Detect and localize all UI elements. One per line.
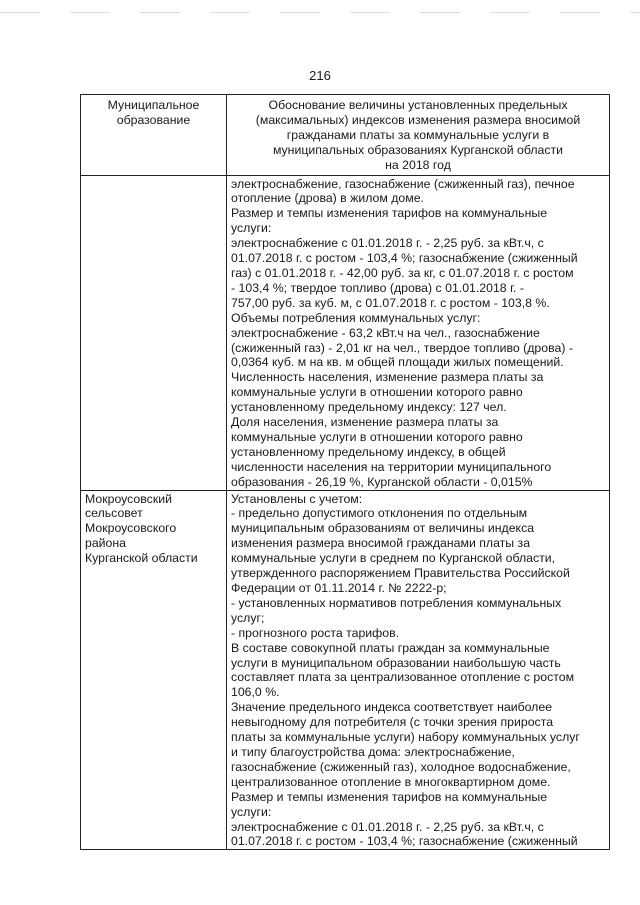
- header-municipality-cell: [81, 95, 227, 176]
- text-line: электроснабжение - 63,2 кВт.ч на чел., газоснабжение: [231, 325, 540, 340]
- text-line: коммунальные услуги в среднем по Курганской области,: [231, 551, 556, 566]
- header-justification-line: (максимальных) индексов изменения размера вносимой: [255, 112, 581, 127]
- text-line: централизованное отопление в многоквартирном доме.: [231, 774, 551, 789]
- text-line: Размер и темпы изменения тарифов на коммунальные: [231, 206, 548, 221]
- text-line: платы за коммунальные услуги) набору коммунальных услуг: [231, 730, 580, 745]
- text-line: В составе совокупной платы граждан за коммунальные: [231, 640, 550, 655]
- header-justification-line: гражданами платы за коммунальные услуги в: [286, 127, 550, 142]
- table-row: [81, 490, 610, 850]
- table-row: [81, 175, 610, 490]
- text-line: коммунальные услуги в отношении которого равно: [231, 385, 523, 400]
- text-line: отопление (дрова) в жилом доме.: [231, 191, 424, 206]
- text-line: Объемы потребления коммунальных услуг:: [231, 310, 481, 325]
- scan-edge-artifact: [0, 12, 640, 13]
- text-line: утвержденного распоряжением Правительства Российской: [231, 566, 570, 581]
- municipality-cell: [81, 175, 227, 490]
- text-line: газоснабжение (сжиженный газ), холодное водоснабжение,: [231, 759, 571, 774]
- text-line: 106,0 %.: [231, 685, 280, 700]
- text-line: услуги:: [231, 804, 272, 819]
- text-line: услуги в муниципальном образовании наибольшую часть: [231, 655, 561, 670]
- municipality-cell: [81, 490, 227, 850]
- municipality-line: района: [85, 536, 127, 551]
- text-line: численности населения на территории муниципального: [231, 459, 552, 474]
- text-line: газ) с 01.01.2018 г. - 42,00 руб. за кг, с 01.07.2018 г. с ростом: [231, 265, 574, 280]
- text-line: - предельно допустимого отклонения по отдельным: [231, 506, 528, 521]
- text-line: - прогнозного роста тарифов.: [231, 625, 400, 640]
- justification-cell: [227, 175, 610, 490]
- justification-cell: [227, 490, 610, 850]
- text-line: - установленных нормативов потребления коммунальных: [231, 595, 562, 610]
- header-justification-line: муниципальных образованиях Курганской области: [272, 142, 564, 157]
- text-line: - 103,4 %; твердое топливо (дрова) с 01.01.2018 г. -: [231, 280, 524, 295]
- header-municipality-line: образование: [116, 112, 191, 127]
- table-header-row: [81, 95, 610, 176]
- text-line: Значение предельного индекса соответствует наиболее: [231, 700, 553, 715]
- header-justification-cell: [227, 95, 610, 176]
- text-line: Установлены с учетом:: [231, 491, 363, 506]
- text-line: электроснабжение с 01.01.2018 г. - 2,25 руб. за кВт.ч, с: [231, 819, 544, 834]
- text-line: невыгодному для потребителя (с точки зрения прироста: [231, 715, 554, 730]
- text-line: и типу благоустройства дома: электроснабжение,: [231, 744, 515, 759]
- text-line: установленному предельному индексу, в общей: [231, 444, 506, 459]
- text-line: Федерации от 01.11.2014 г. № 2222-р;: [231, 581, 447, 595]
- text-line: услуги:: [231, 221, 272, 236]
- text-line: составляет плата за централизованное отопление с ростом: [231, 670, 575, 685]
- text-line: услуг;: [231, 610, 265, 625]
- text-line: изменения размера вносимой гражданами платы за: [231, 536, 531, 551]
- municipality-line: Курганской области: [85, 551, 198, 566]
- header-justification-line: на 2018 год: [385, 157, 451, 172]
- municipality-line: сельсовет: [85, 506, 143, 521]
- text-line: электроснабжение, газоснабжение (сжиженный газ), печное: [231, 176, 575, 191]
- municipality-line: Мокроусовский: [85, 491, 172, 506]
- text-line: коммунальные услуги в отношении которого равно: [231, 429, 523, 444]
- text-line: 0,0364 куб. м на кв. м общей площади жилых помещений.: [231, 355, 564, 370]
- page-number: 216: [309, 68, 331, 83]
- text-line: Размер и темпы изменения тарифов на коммунальные: [231, 789, 548, 804]
- text-line: электроснабжение с 01.01.2018 г. - 2,25 руб. за кВт.ч, с: [231, 236, 544, 251]
- header-justification-line: Обоснование величины установленных предельных: [268, 98, 568, 112]
- text-line: 757,00 руб. за куб. м, с 01.07.2018 г. с ростом - 103,8 %.: [231, 295, 550, 310]
- header-municipality-line: Муниципальное: [107, 98, 200, 112]
- text-line: (сжиженный газ) - 2,01 кг на чел., твердое топливо (дрова) -: [231, 340, 573, 355]
- text-line: муниципальным образованиям от величины индекса: [231, 521, 535, 536]
- justification-table: [80, 94, 610, 850]
- text-line: установленному предельному индексу: 127 чел.: [231, 400, 507, 415]
- municipality-line: Мокроусовского: [85, 521, 177, 536]
- text-line: образования - 26,19 %, Курганской области - 0,015%: [231, 474, 533, 489]
- text-line: Доля населения, изменение размера платы за: [231, 415, 499, 430]
- text-line: 01.07.2018 г. с ростом - 103,4 %; газоснабжение (сжиженный: [231, 251, 578, 266]
- text-line: Численность населения, изменение размера платы за: [231, 370, 544, 385]
- text-line: 01.07.2018 г. с ростом - 103,4 %; газоснабжение (сжиженный: [231, 834, 578, 849]
